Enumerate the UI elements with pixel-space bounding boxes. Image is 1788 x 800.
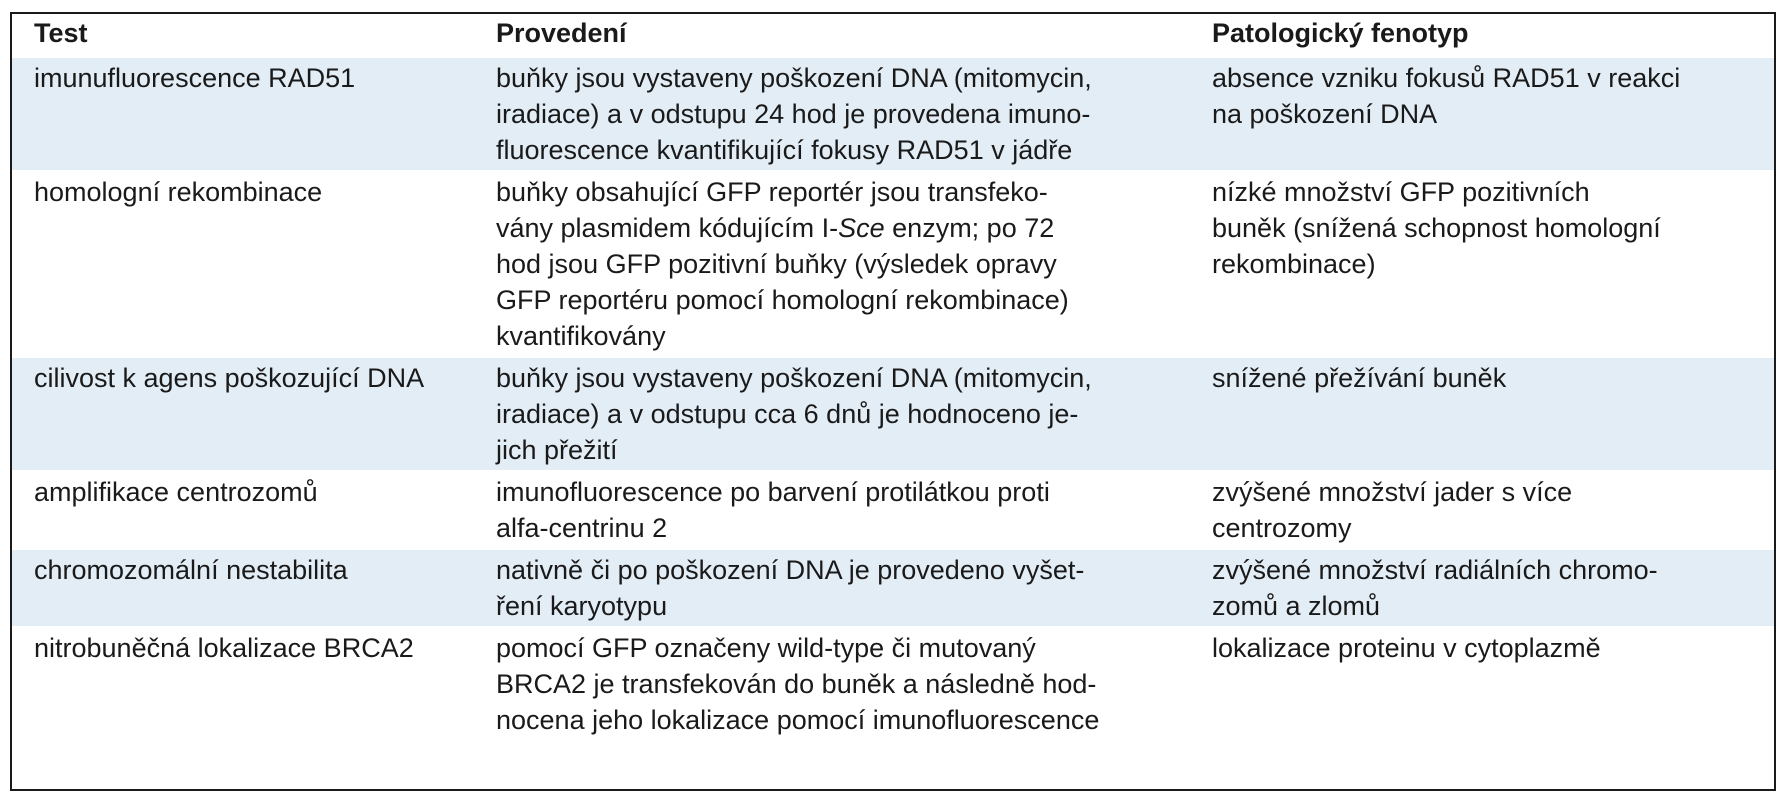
cell-fenotyp-text: zvýšené množství jader s více centrozomy xyxy=(1212,477,1573,543)
cell-fenotyp xyxy=(1190,471,1774,549)
cell-fenotyp-text: absence vzniku fokusů RAD51 v reakci na poškození DNA xyxy=(1212,63,1681,129)
cell-test-text: chromozomální nestabilita xyxy=(34,555,348,585)
cell-test-text: homologní rekombinace xyxy=(34,177,323,207)
provedeni-part-1: buňky obsahující GFP reportér jsou transfeko- vány plasmidem kódujícím I- xyxy=(496,177,1048,243)
cell-fenotyp-text: snížené přežívání buněk xyxy=(1212,363,1507,393)
cell-fenotyp xyxy=(1190,171,1774,357)
table-row xyxy=(12,471,1774,549)
cell-fenotyp xyxy=(1190,57,1774,171)
cell-provedeni-text: imunofluorescence po barvení protilátkou proti alfa-centrinu 2 xyxy=(496,477,1050,543)
provedeni-part-italic: Sce xyxy=(838,213,885,243)
cell-provedeni-text: nativně či po poškození DNA je provedeno vyšet- ření karyotypu xyxy=(496,555,1085,621)
cell-provedeni xyxy=(474,471,1190,549)
cell-provedeni-text: buňky jsou vystaveny poškození DNA (mitomycin, iradiace) a v odstupu cca 6 dnů je hodnoceno je- jich přežití xyxy=(496,363,1092,465)
cell-fenotyp-text: lokalizace proteinu v cytoplazmě xyxy=(1212,633,1601,663)
table-row xyxy=(12,357,1774,471)
cell-fenotyp xyxy=(1190,549,1774,627)
cell-fenotyp-text: nízké množství GFP pozitivních buněk (snížená schopnost homologní rekombinace) xyxy=(1212,177,1661,279)
cell-provedeni xyxy=(474,549,1190,627)
header-row xyxy=(12,14,1774,57)
cell-provedeni xyxy=(474,627,1190,740)
cell-provedeni-text xyxy=(496,174,1176,354)
cell-provedeni-text: pomocí GFP označeny wild-type či mutovaný BRCA2 je transfekován do buněk a následně hod- nocena jeho lokalizace pomocí imunofluorescence xyxy=(496,633,1100,735)
cell-fenotyp-text: zvýšené množství radiálních chromo- zomů a zlomů xyxy=(1212,555,1658,621)
table-row xyxy=(12,549,1774,627)
cell-test xyxy=(12,627,474,740)
cell-fenotyp xyxy=(1190,357,1774,471)
provedeni-part-2: enzym; po 72 hod jsou GFP pozitivní buňky (výsledek opravy GFP reportéru pomocí homologní rekombinace) kvantifikovány xyxy=(496,213,1069,351)
cell-provedeni xyxy=(474,57,1190,171)
table-header xyxy=(12,14,1774,57)
cell-test xyxy=(12,357,474,471)
cell-provedeni-text: buňky jsou vystaveny poškození DNA (mitomycin, iradiace) a v odstupu 24 hod je provedena imuno- fluorescence kvantifikující fokusy RAD51 v jádře xyxy=(496,63,1092,165)
cell-provedeni xyxy=(474,171,1190,357)
header-provedeni: Provedení xyxy=(496,18,627,48)
cell-test-text: imunufluorescence RAD51 xyxy=(34,63,356,93)
cell-test xyxy=(12,171,474,357)
cell-test-text: nitrobuněčná lokalizace BRCA2 xyxy=(34,633,414,663)
table-row xyxy=(12,57,1774,171)
cell-test xyxy=(12,471,474,549)
header-test: Test xyxy=(34,18,88,48)
header-fenotyp: Patologický fenotyp xyxy=(1212,18,1469,48)
cell-test xyxy=(12,549,474,627)
table-row xyxy=(12,171,1774,357)
cell-test-text: amplifikace centrozomů xyxy=(34,477,318,507)
table-body xyxy=(12,57,1774,740)
table-row xyxy=(12,627,1774,740)
cell-test-text: cilivost k agens poškozující DNA xyxy=(34,363,425,393)
cell-fenotyp xyxy=(1190,627,1774,740)
cell-provedeni xyxy=(474,357,1190,471)
test-table xyxy=(12,14,1774,740)
cell-test xyxy=(12,57,474,171)
